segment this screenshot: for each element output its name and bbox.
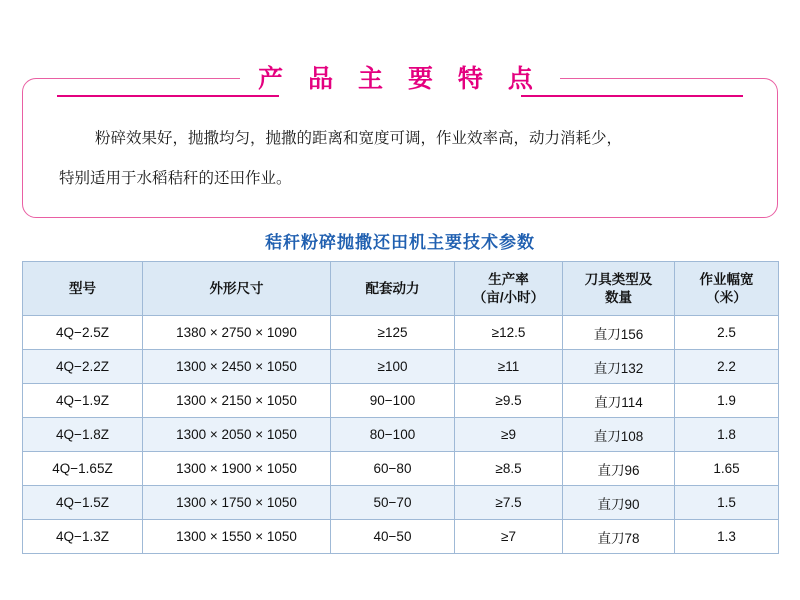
cell-model: 4Q−2.5Z bbox=[23, 316, 143, 350]
cell-model: 4Q−1.8Z bbox=[23, 418, 143, 452]
cell-model: 4Q−1.5Z bbox=[23, 486, 143, 520]
cell-power: ≥125 bbox=[331, 316, 455, 350]
cell-blades: 直刀96 bbox=[563, 452, 675, 486]
cell-productivity: ≥9 bbox=[455, 418, 563, 452]
table-row bbox=[23, 520, 779, 554]
cell-dimensions: 1300 × 1900 × 1050 bbox=[143, 452, 331, 486]
spec-table-header-productivity bbox=[455, 262, 563, 316]
cell-power: 40−50 bbox=[331, 520, 455, 554]
table-row bbox=[23, 384, 779, 418]
cell-width: 1.9 bbox=[675, 384, 779, 418]
spec-table bbox=[22, 261, 779, 554]
header-power-line-1: 配套动力 bbox=[365, 280, 420, 296]
cell-blades: 直刀78 bbox=[563, 520, 675, 554]
spec-table-body bbox=[23, 316, 779, 554]
table-row bbox=[23, 316, 779, 350]
cell-width: 2.5 bbox=[675, 316, 779, 350]
cell-width: 1.5 bbox=[675, 486, 779, 520]
product-features-line-2: 特别适用于水稻秸秆的还田作业。 bbox=[59, 170, 292, 187]
spec-table-header-width bbox=[675, 262, 779, 316]
spec-table-header-blades bbox=[563, 262, 675, 316]
header-blades-line-1: 刀具类型及 bbox=[584, 271, 653, 287]
product-features-heading: 产 品 主 要 特 点 bbox=[240, 64, 560, 94]
spec-table-header-power bbox=[331, 262, 455, 316]
table-row bbox=[23, 452, 779, 486]
spec-table-head bbox=[23, 262, 779, 316]
product-features-text bbox=[53, 119, 747, 199]
cell-productivity: ≥9.5 bbox=[455, 384, 563, 418]
cell-model: 4Q−1.3Z bbox=[23, 520, 143, 554]
cell-dimensions: 1300 × 1550 × 1050 bbox=[143, 520, 331, 554]
cell-power: 90−100 bbox=[331, 384, 455, 418]
cell-blades: 直刀132 bbox=[563, 350, 675, 384]
cell-blades: 直刀108 bbox=[563, 418, 675, 452]
spec-table-header-dimensions bbox=[143, 262, 331, 316]
spec-table-title: 秸秆粉碎抛撒还田机主要技术参数 bbox=[265, 233, 535, 252]
table-row bbox=[23, 418, 779, 452]
cell-dimensions: 1300 × 2450 × 1050 bbox=[143, 350, 331, 384]
cell-dimensions: 1300 × 1750 × 1050 bbox=[143, 486, 331, 520]
cell-model: 4Q−2.2Z bbox=[23, 350, 143, 384]
cell-width: 1.65 bbox=[675, 452, 779, 486]
cell-blades: 直刀114 bbox=[563, 384, 675, 418]
table-row bbox=[23, 486, 779, 520]
cell-width: 1.3 bbox=[675, 520, 779, 554]
cell-power: 80−100 bbox=[331, 418, 455, 452]
spec-table-header-model bbox=[23, 262, 143, 316]
cell-power: 50−70 bbox=[331, 486, 455, 520]
cell-power: ≥100 bbox=[331, 350, 455, 384]
header-blades-line-2: 数量 bbox=[605, 289, 632, 305]
cell-width: 2.2 bbox=[675, 350, 779, 384]
cell-model: 4Q−1.65Z bbox=[23, 452, 143, 486]
cell-productivity: ≥7 bbox=[455, 520, 563, 554]
cell-power: 60−80 bbox=[331, 452, 455, 486]
header-width-line-1: 作业幅宽 bbox=[699, 271, 754, 287]
product-features-line-1: 粉碎效果好，抛撒均匀，抛撒的距离和宽度可调，作业效率高，动力消耗少， bbox=[95, 130, 623, 147]
header-productivity-line-2: （亩/小时） bbox=[472, 289, 545, 305]
table-row bbox=[23, 350, 779, 384]
cell-blades: 直刀90 bbox=[563, 486, 675, 520]
header-model-line-1: 型号 bbox=[69, 280, 96, 296]
cell-productivity: ≥12.5 bbox=[455, 316, 563, 350]
cell-blades: 直刀156 bbox=[563, 316, 675, 350]
product-features-heading-wrap bbox=[23, 62, 777, 96]
header-productivity-line-1: 生产率 bbox=[488, 271, 529, 287]
header-width-line-2: （米） bbox=[706, 289, 747, 305]
cell-dimensions: 1300 × 2050 × 1050 bbox=[143, 418, 331, 452]
cell-productivity: ≥8.5 bbox=[455, 452, 563, 486]
cell-dimensions: 1300 × 2150 × 1050 bbox=[143, 384, 331, 418]
header-dimensions-line-1: 外形尺寸 bbox=[209, 280, 264, 296]
cell-dimensions: 1380 × 2750 × 1090 bbox=[143, 316, 331, 350]
cell-model: 4Q−1.9Z bbox=[23, 384, 143, 418]
product-features-panel bbox=[22, 65, 778, 218]
spec-table-header-row bbox=[23, 262, 779, 316]
cell-width: 1.8 bbox=[675, 418, 779, 452]
cell-productivity: ≥7.5 bbox=[455, 486, 563, 520]
cell-productivity: ≥11 bbox=[455, 350, 563, 384]
